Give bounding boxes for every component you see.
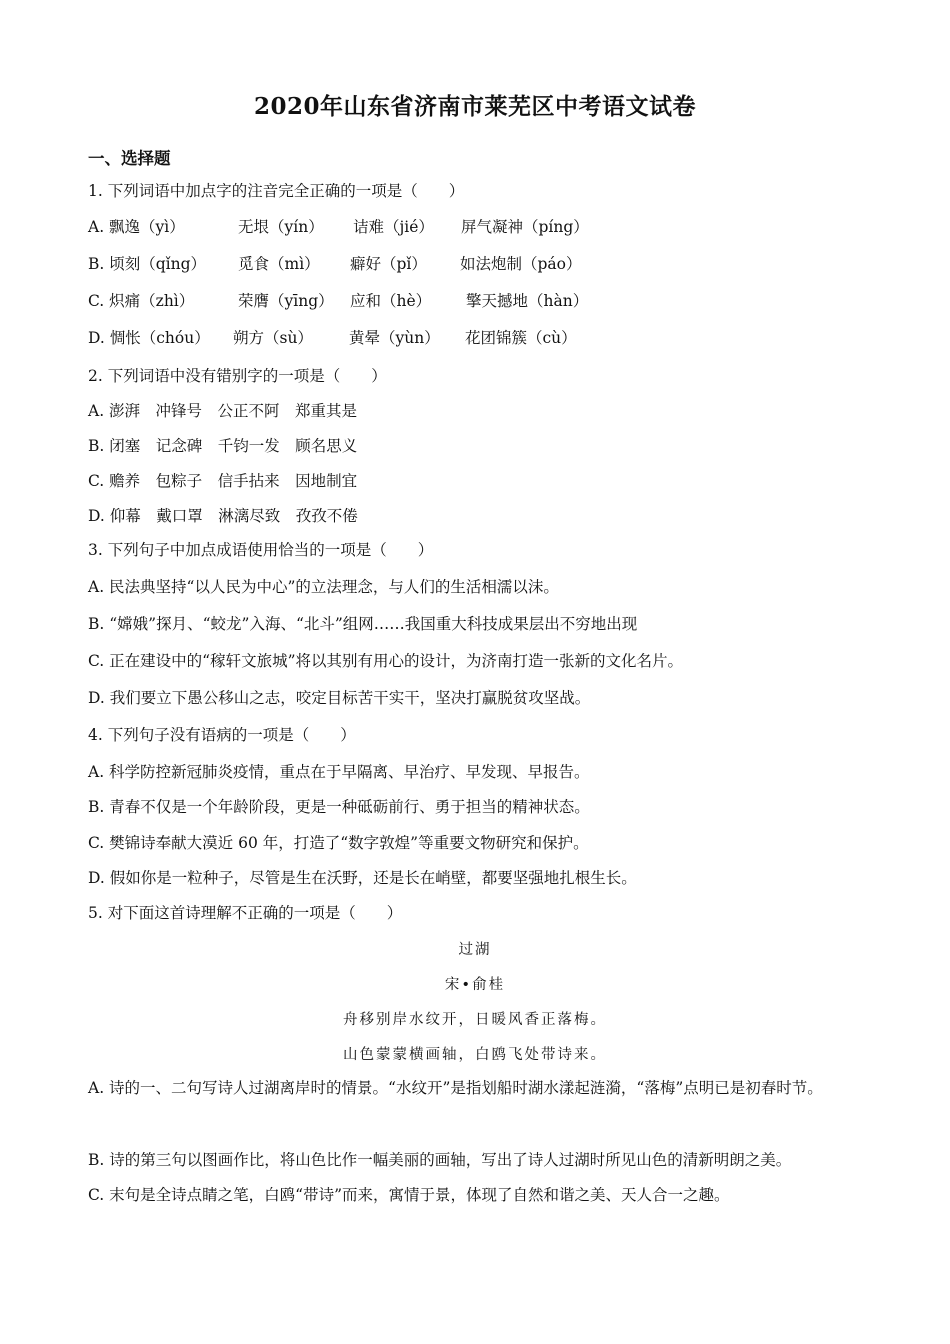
q4-option-b: B. 青春不仅是一个年龄阶段，更是一种砥砺前行、勇于担当的精神状态。: [88, 798, 590, 816]
q2-option-c: C. 赡养 包粽子 信手拈来 因地制宜: [88, 472, 358, 490]
q1-b-item4: 如法炮制（páo）: [460, 255, 582, 273]
q3-option-b: B. “嫦娥”探月、“蛟龙”入海、“北斗”组网……我国重大科技成果层出不穷地出现: [88, 615, 638, 633]
poem-author: 宋•俞桂: [444, 977, 506, 993]
q5-option-b: B. 诗的第三句以图画作比，将山色比作一幅美丽的画轴，写出了诗人过湖时所见山色的清新明朗之美。: [88, 1151, 792, 1169]
q1-d-item4: 花团锦簇（cù）: [465, 329, 577, 347]
q5-option-c: C. 末句是全诗点睛之笔，白鸥“带诗”而来，寓情于景，体现了自然和谐之美、天人合一之趣。: [88, 1186, 730, 1204]
q4-stem: 4. 下列句子没有语病的一项是（ ）: [88, 726, 356, 744]
page-title: 2020年山东省济南市莱芜区中考语文试卷: [253, 93, 696, 120]
q1-d-item1: D. 惆怅（chóu）: [88, 329, 210, 347]
q1-b-item2: 觅食（mì）: [238, 255, 320, 273]
q5-option-a: A. 诗的一、二句写诗人过湖离岸时的情景。“水纹开”是指划船时湖水漾起涟漪，“落梅”点明已是初春时节。: [88, 1079, 823, 1097]
q1-a-item4: 屏气凝神（píng）: [461, 218, 589, 236]
q1-option-b: [88, 253, 582, 275]
q3-option-a: A. 民法典坚持“以人民为中心”的立法理念，与人们的生活相濡以沫。: [88, 578, 559, 596]
q1-a-item3: 诘难（jié）: [353, 218, 434, 236]
poem-title: 过湖: [458, 942, 492, 958]
q1-c-item1: C. 炽痛（zhì）: [88, 292, 195, 310]
q3-option-c: C. 正在建设中的“稼轩文旅城”将以其别有用心的设计，为济南打造一张新的文化名片。: [88, 652, 684, 670]
q1-option-d: [88, 327, 577, 349]
q1-option-c: [88, 290, 588, 312]
q1-b-item1: B. 顷刻（qǐng）: [88, 255, 207, 273]
q5-stem: 5. 对下面这首诗理解不正确的一项是（ ）: [88, 904, 403, 922]
poem-line-1: 舟移别岸水纹开，日暖风香正落梅。: [343, 1012, 607, 1028]
q4-option-c: C. 樊锦诗奉献大漠近 60 年，打造了“数字敦煌”等重要文物研究和保护。: [88, 834, 589, 852]
section-heading: 一、选择题: [88, 149, 171, 168]
q2-stem: 2. 下列词语中没有错别字的一项是（ ）: [88, 367, 387, 385]
q3-stem: 3. 下列句子中加点成语使用恰当的一项是（ ）: [88, 541, 434, 559]
q1-c-item3: 应和（hè）: [350, 292, 432, 310]
poem-line-2: 山色蒙蒙横画轴，白鸥飞处带诗来。: [343, 1047, 607, 1063]
q1-c-item2: 荣膺（yīng）: [238, 292, 334, 310]
q1-a-item1: A. 飘逸（yì）: [88, 218, 185, 236]
q2-option-b: B. 闭塞 记念碑 千钧一发 顾名思义: [88, 437, 358, 455]
q1-d-item3: 黄晕（yùn）: [349, 329, 440, 347]
q4-option-d: D. 假如你是一粒种子，尽管是生在沃野，还是长在峭壁，都要坚强地扎根生长。: [88, 869, 637, 887]
q2-option-a: A. 澎湃 冲锋号 公正不阿 郑重其是: [88, 402, 358, 420]
q1-b-item3: 癖好（pǐ）: [350, 255, 427, 273]
q1-a-item2: 无垠（yín）: [238, 218, 324, 236]
q1-option-a: [88, 216, 589, 238]
q1-d-item2: 朔方（sù）: [233, 329, 313, 347]
q4-option-a: A. 科学防控新冠肺炎疫情，重点在于早隔离、早治疗、早发现、早报告。: [88, 763, 590, 781]
q1-c-item4: 擎天撼地（hàn）: [466, 292, 589, 310]
q3-option-d: D. 我们要立下愚公移山之志，咬定目标苦干实干，坚决打赢脱贫攻坚战。: [88, 689, 591, 707]
q1-stem: 1. 下列词语中加点字的注音完全正确的一项是（ ）: [88, 182, 465, 200]
q2-option-d: D. 仰幕 戴口罩 淋漓尽致 孜孜不倦: [88, 507, 358, 525]
